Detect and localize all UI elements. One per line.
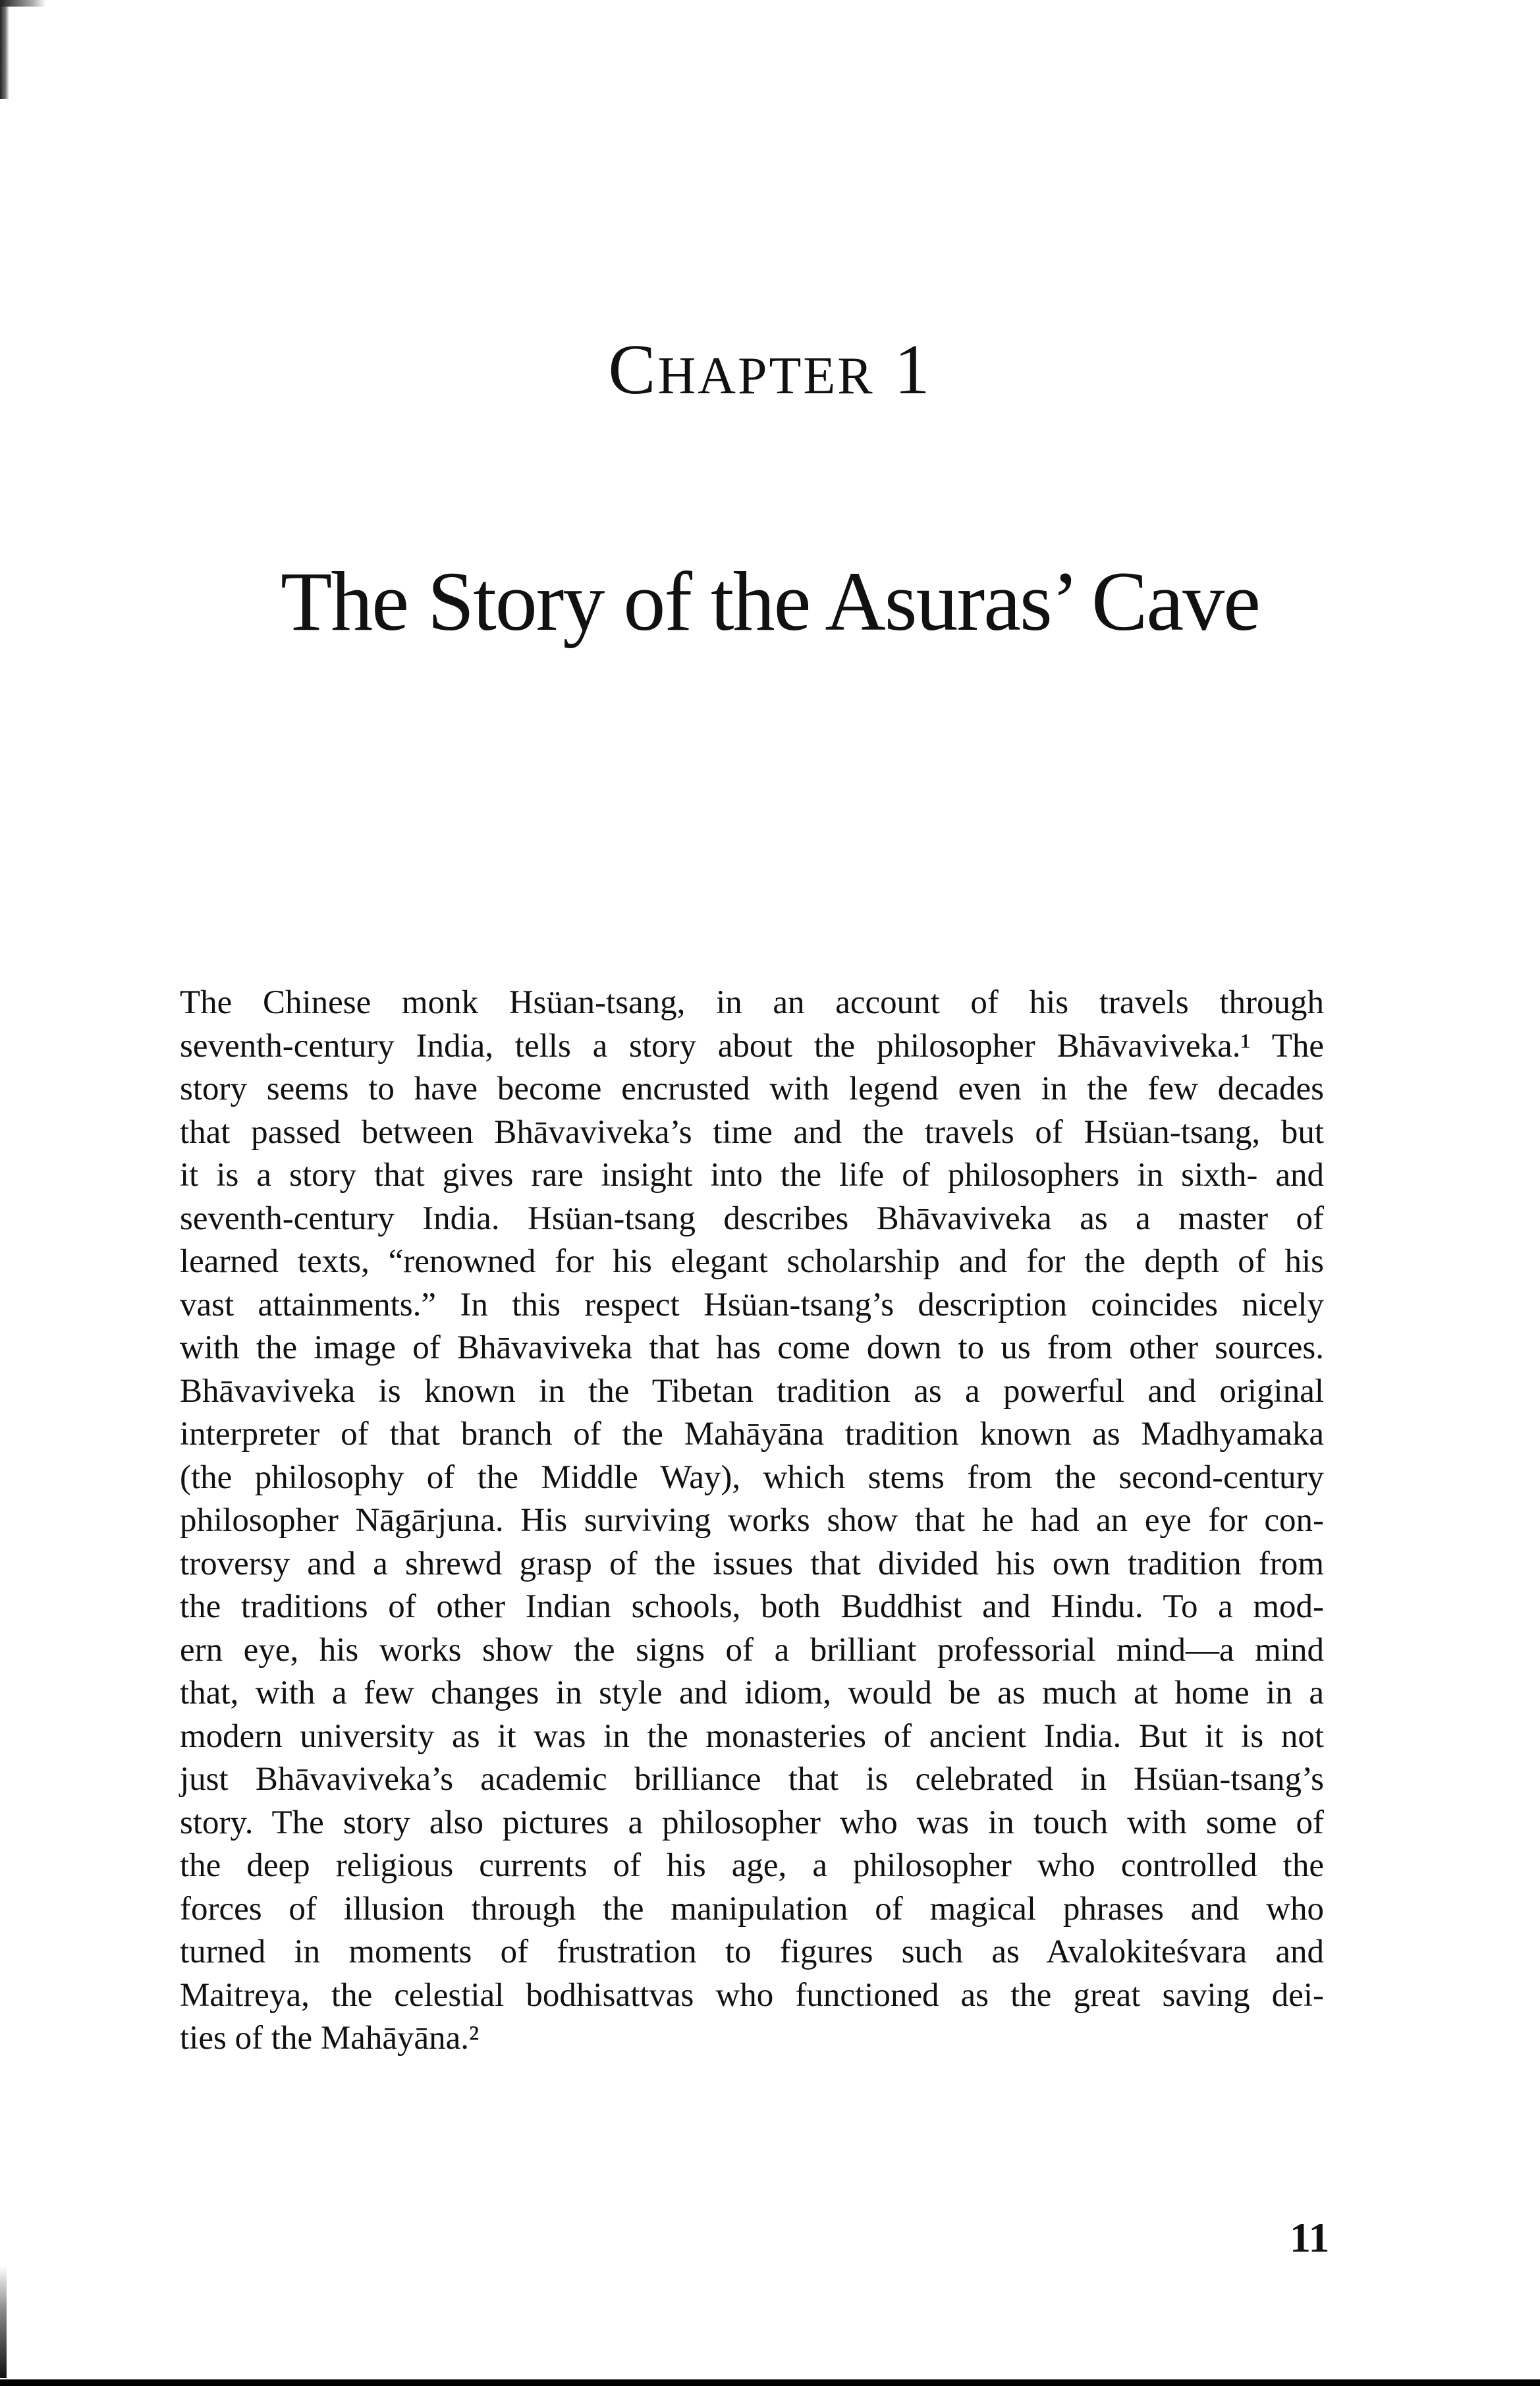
text-line: (the philosophy of the Middle Way), which stems from the second-century [180,1458,1324,1496]
text-line: story seems to have become encrusted with legend even in the few decades [180,1070,1324,1107]
text-line: seventh-century India, tells a story about the philosopher Bhāvaviveka.¹ The [180,1027,1324,1065]
text-line: that, with a few changes in style and idiom, would be as much at home in a [180,1675,1324,1711]
scan-edge-shadow [0,0,46,7]
chapter-heading [0,329,1540,411]
text-line: troversy and a shrewd grasp of the issues that divided his own tradition from [180,1545,1324,1582]
text-line: with the image of Bhāvaviveka that has come down to us from other sources. [180,1329,1324,1366]
scan-bottom-border [0,2379,1540,2386]
text-line: modern university as it was in the monasteries of ancient India. But it is not [180,1717,1324,1755]
chapter-label-smallcaps: HAPTER [657,347,875,405]
text-line: learned texts, “renowned for his elegant scholarship and for the depth of his [180,1243,1324,1280]
text-line: that passed between Bhāvaviveka’s time and the travels of Hsüan-tsang, but [180,1113,1324,1151]
text-line: ties of the Mahāyāna.² [180,2020,480,2057]
text-line: Bhāvaviveka is known in the Tibetan tradition as a powerful and original [180,1372,1324,1410]
text-line: Maitreya, the celestial bodhisattvas who functioned as the great saving dei- [180,1976,1324,2014]
chapter-number: 1 [894,331,932,409]
page-number: 11 [1290,2214,1330,2261]
text-line: the traditions of other Indian schools, both Buddhist and Hindu. To a mod- [180,1588,1324,1625]
text-line: forces of illusion through the manipulation of magical phrases and who [180,1890,1324,1928]
text-line: story. The story also pictures a philosopher who was in touch with some of [180,1804,1324,1841]
text-line: seventh-century India. Hsüan-tsang describes Bhāvaviveka as a master of [180,1200,1324,1237]
scan-edge-shadow [0,0,9,99]
text-line: just Bhāvaviveka’s academic brilliance that is celebrated in Hsüan-tsang’s [180,1761,1324,1798]
scan-edge-shadow [0,2266,7,2378]
text-line: the deep religious currents of his age, a philosopher who controlled the [180,1847,1324,1884]
text-line: vast attainments.” In this respect Hsüan-tsang’s description coincides nicely [180,1286,1324,1323]
text-line: philosopher Nāgārjuna. His surviving works show that he had an eye for con- [180,1502,1324,1539]
text-line: turned in moments of frustration to figures such as Avalokiteśvara and [180,1933,1324,1970]
body-text [180,982,1324,2061]
text-line: interpreter of that branch of the Mahāyāna tradition known as Madhyamaka [180,1416,1324,1453]
text-line: ern eye, his works show the signs of a brilliant professorial mind—a mind [180,1631,1324,1669]
chapter-title: The Story of the Asuras’ Cave [281,555,1259,648]
text-line: it is a story that gives rare insight into the life of philosophers in sixth- and [180,1157,1324,1194]
chapter-label-initial: C [608,331,658,409]
text-line: The Chinese monk Hsüan-tsang, in an account of his travels through [180,984,1324,1021]
